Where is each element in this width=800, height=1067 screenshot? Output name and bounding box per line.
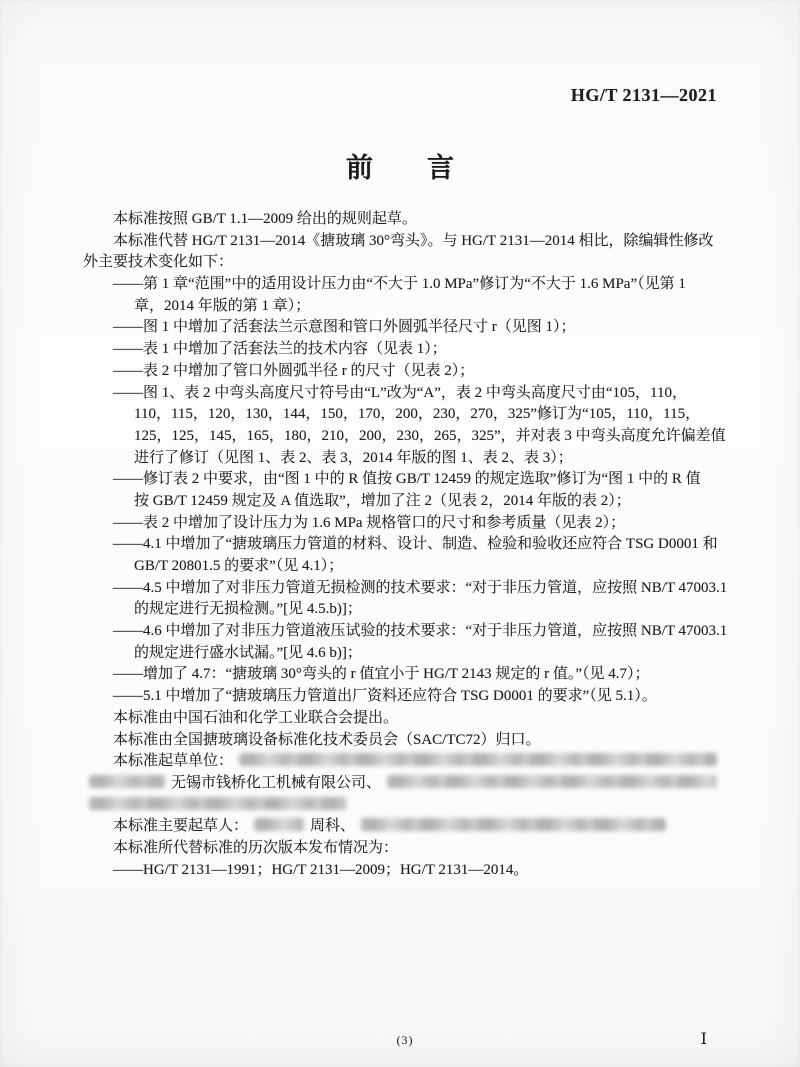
redacted-text xyxy=(89,797,347,810)
change-item-line: ——表 2 中增加了设计压力为 1.6 MPa 规格管口的尺寸和参考质量（见表 2）； xyxy=(113,514,626,531)
text-line: 的规定进行盛水试漏。”[见 4.6 b)]； xyxy=(134,644,362,661)
text-segment: 本标准主要起草人： xyxy=(113,818,249,835)
text-line xyxy=(83,773,728,795)
change-item-line: ——HG/T 2131—1991；HG/T 2131—2009；HG/T 2131—2014。 xyxy=(113,861,529,878)
change-item-line: ——5.1 中增加了“搪玻璃压力管道出厂资料还应符合 TSG D0001 的要求”（见 5.1）。 xyxy=(113,688,657,705)
text-line: 本标准所代替标准的历次版本发布情况为： xyxy=(113,839,399,856)
redacted-text xyxy=(254,818,304,831)
text-segment: 周科、 xyxy=(310,818,356,835)
footer-page-note: (3) xyxy=(396,1033,414,1047)
text-line xyxy=(83,795,728,817)
document-number: HG/T 2131—2021 xyxy=(570,85,717,105)
text-line: 章，2014 年版的第 1 章）； xyxy=(134,297,311,314)
change-item-line: ——4.6 中增加了对非压力管道液压试验的技术要求：“对于非压力管道，应按照 NB/T 47003.1 xyxy=(113,623,728,640)
redacted-text xyxy=(387,775,717,788)
footer-page-number: Ⅰ xyxy=(700,1031,707,1048)
redacted-text xyxy=(239,753,717,766)
text-line: 本标准由中国石油和化学工业联合会提出。 xyxy=(113,709,399,726)
text-segment: 无锡市钱桥化工机械有限公司、 xyxy=(171,774,382,791)
change-item-line: ——增加了 4.7：“搪玻璃 30°弯头的 r 值宜小于 HG/T 2143 规定的 r 值。”（见 4.7）； xyxy=(113,666,650,683)
text-line: GB/T 20801.5 的要求”（见 4.1）； xyxy=(134,558,344,574)
text-line xyxy=(113,816,728,838)
text-line: 的规定进行无损检测。”[见 4.5.b)]； xyxy=(134,601,362,618)
text-line: 本标准代替 HG/T 2131—2014《搪玻璃 30°弯头》。与 HG/T 2131—2014 相比，除编辑性修改 xyxy=(113,232,714,249)
change-item-line: ——4.5 中增加了对非压力管道无损检测的技术要求：“对于非压力管道，应按照 NB/T 47003.1 xyxy=(113,579,728,596)
redacted-text xyxy=(361,818,666,831)
text-line: 进行了修订（见图 1、表 2、表 3，2014 年版的图 1、表 2、表 3）； xyxy=(134,449,573,466)
change-item-line: ——表 2 中增加了管口外圆弧半径 r 的尺寸（见表 2）； xyxy=(113,362,475,379)
change-item-line: ——4.1 中增加了“搪玻璃压力管道的材料、设计、制造、检验和验收还应符合 TSG D0001 和 xyxy=(113,536,718,553)
text-line xyxy=(113,751,728,773)
text-line: 125，125，145，165，180，210，200，230，265，325”，并对表 3 中弯头高度允许偏差值 xyxy=(134,427,726,444)
change-item-line: ——图 1、表 2 中弯头高度尺寸符号由“L”改为“A”，表 2 中弯头高度尺寸由“105，110， xyxy=(113,384,687,401)
change-item-line: ——图 1 中增加了活套法兰示意图和管口外圆弧半径尺寸 r（见图 1）； xyxy=(113,319,576,336)
change-item-line: ——第 1 章“范围”中的适用设计压力由“不大于 1.0 MPa”修订为“不大于 1.6 MPa”（见第 1 xyxy=(113,276,686,293)
text-line: 外主要技术变化如下： xyxy=(83,254,234,271)
text-line: 110，115，120，130，144，150，170，200，230，270，325”修订为“105，110，115， xyxy=(134,406,701,423)
text-line: 按 GB/T 12459 规定及 A 值选取”，增加了注 2（见表 2，2014 年版的表 2）； xyxy=(134,492,631,509)
text-line: 本标准由全国搪玻璃设备标准化技术委员会（SAC/TC72）归口。 xyxy=(113,731,541,748)
redacted-text xyxy=(89,775,165,788)
change-item-line: ——修订表 2 中要求，由“图 1 中的 R 值按 GB/T 12459 的规定选取”修订为“图 1 中的 R 值 xyxy=(113,471,701,488)
text-line: 本标准按照 GB/T 1.1—2009 给出的规则起草。 xyxy=(113,211,417,227)
text-segment: 本标准起草单位： xyxy=(113,753,234,770)
change-item-line: ——表 1 中增加了活套法兰的技术内容（见表 1）； xyxy=(113,341,447,358)
document-body xyxy=(83,209,728,881)
page-title: 前 言 xyxy=(346,153,454,183)
